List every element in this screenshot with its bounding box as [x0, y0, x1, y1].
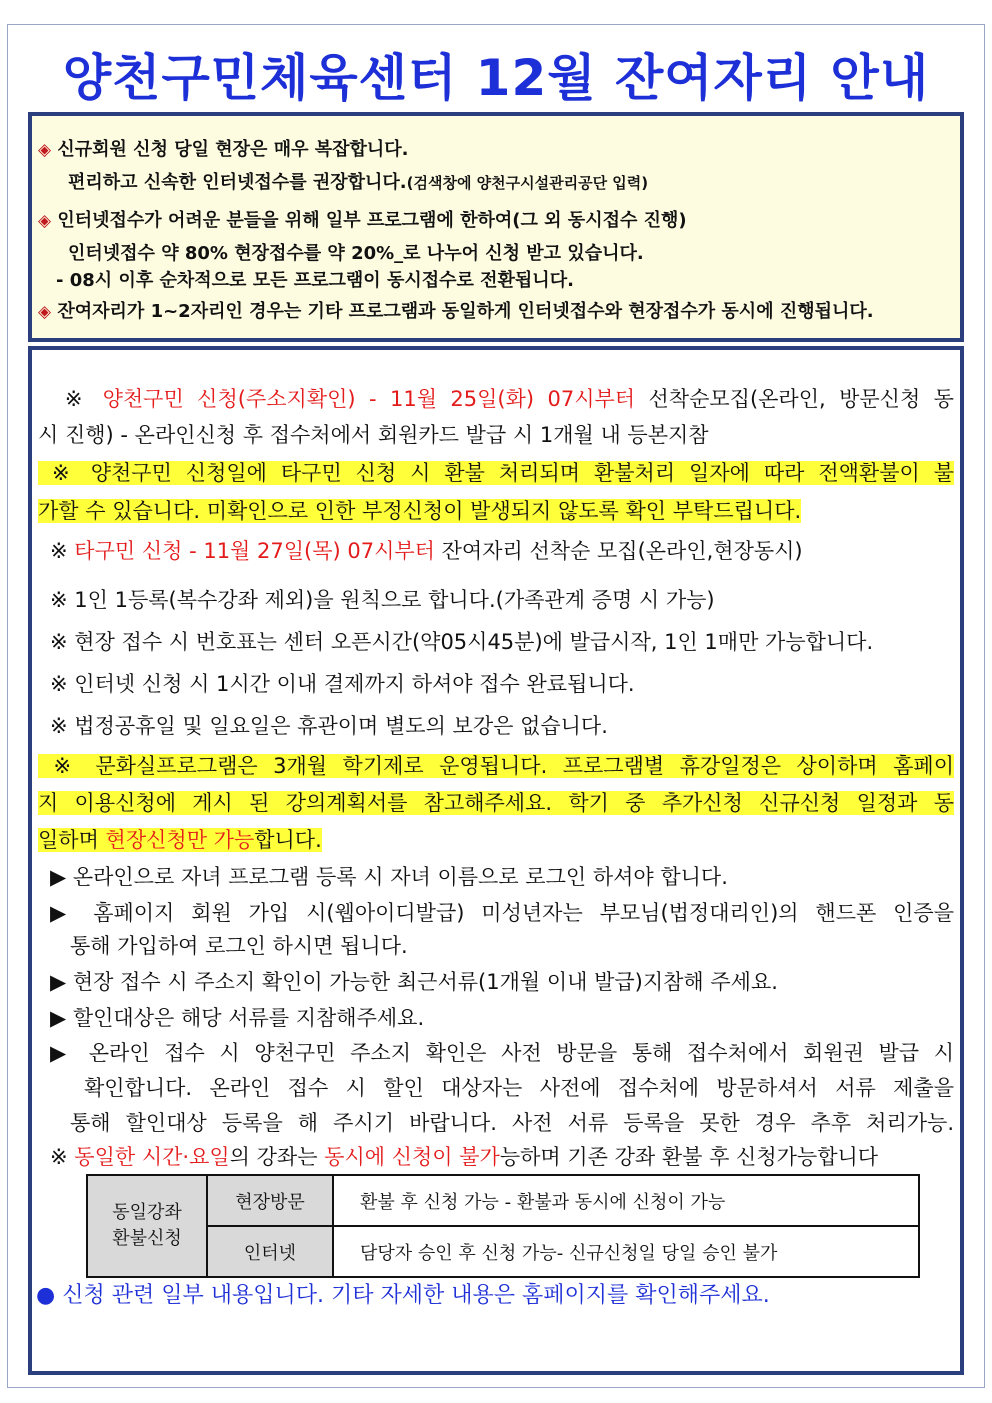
- notice-line-4: 인터넷접수 약 80% 현장접수를 약 20%_로 나누어 신청 받고 있습니다.: [68, 243, 644, 264]
- table-header-cell: 동일강좌 환불신청: [87, 1175, 207, 1277]
- diamond-bullet-icon: ◈: [38, 211, 52, 231]
- ticket-issue-rule: ※ 현장 접수 시 번호표는 센터 오픈시간(약05시45분)에 발급시작, 1인 1매만 가능합니다.: [50, 630, 874, 654]
- arrow-item-address-document: ▶ 현장 접수 시 주소지 확인이 가능한 최근서류(1개월 이내 발급)지참해 주세요.: [50, 970, 778, 994]
- arrow-item-online-verify-cont-2: 통해 할인대상 등록을 해 주시기 바랍니다. 사전 서류 등록을 못한 경우 추후 처리가능.: [70, 1111, 954, 1135]
- arrow-item-online-verify: ▶ 온라인 접수 시 양천구민 주소지 확인은 사전 방문을 통해 접수처에서 회원권 발급 시: [50, 1041, 954, 1065]
- table-row: [87, 1226, 919, 1277]
- refund-warning-line-2: 가할 수 있습니다. 미확인으로 인한 부정신청이 발생되지 않도록 확인 부탁드립니다.: [38, 499, 802, 523]
- table-label-cell: 현장방문: [207, 1175, 333, 1226]
- holiday-rule: ※ 법정공휴일 및 일요일은 휴관이며 별도의 보강은 없습니다.: [50, 714, 608, 738]
- culture-program-line-1: ※ 문화실프로그램은 3개월 학기제로 운영됩니다. 프로그램별 휴강일정은 상이하며 홈페이: [38, 751, 954, 781]
- table-row: [87, 1175, 919, 1226]
- arrow-bullet-icon: ▶: [50, 1041, 75, 1065]
- arrow-bullet-icon: ▶: [50, 901, 77, 925]
- notice-line-1: ◈ 신규회원 신청 당일 현장은 매우 복잡합니다.: [38, 139, 409, 160]
- diamond-bullet-icon: ◈: [38, 140, 52, 160]
- table-desc-cell: 담당자 승인 후 신청 가능- 신규신청일 당일 승인 불가: [333, 1226, 919, 1277]
- notice-line-2: 편리하고 신속한 인터넷접수를 권장합니다.(검색창에 양천구시설관리공단 입력): [68, 172, 649, 193]
- arrow-item-minor-signup: ▶ 홈페이지 회원 가입 시(웹아이디발급) 미성년자는 부모님(법정대리인)의 핸드폰 인증을: [50, 901, 954, 925]
- arrow-item-child-login: ▶ 온라인으로 자녀 프로그램 등록 시 자녀 이름으로 로그인 하셔야 합니다.: [50, 865, 728, 889]
- arrow-item-minor-signup-cont: 통해 가입하여 로그인 하시면 됩니다.: [70, 934, 408, 958]
- notice-box: [28, 112, 964, 342]
- arrow-item-online-verify-cont-1: 확인합니다. 온라인 접수 시 할인 대상자는 사전에 접수처에 방문하셔서 서류 제출을: [84, 1076, 954, 1100]
- arrow-bullet-icon: ▶: [50, 970, 67, 994]
- refund-application-table: [86, 1174, 920, 1278]
- notice-line-5: - 08시 이후 순차적으로 모든 프로그램이 동시접수로 전환됩니다.: [56, 270, 574, 291]
- yangcheon-resident-application: ※ 양천구민 신청(주소지확인) - 11월 25일(화) 07시부터 선착순모집(온라인, 방문신청 동: [64, 387, 954, 411]
- arrow-item-discount-document: ▶ 할인대상은 해당 서류를 지참해주세요.: [50, 1006, 425, 1030]
- arrow-bullet-icon: ▶: [50, 1006, 67, 1030]
- yangcheon-resident-application-cont: 시 진행) - 온라인신청 후 접수처에서 회원카드 발급 시 1개월 내 등본지참: [38, 423, 709, 447]
- notice-line-3: ◈ 인터넷접수가 어려운 분들을 위해 일부 프로그램에 한하여(그 외 동시접수 진행): [38, 210, 687, 231]
- other-district-application: ※ 타구민 신청 - 11월 27일(목) 07시부터 잔여자리 선착순 모집(온라인,현장동시): [50, 539, 803, 563]
- table-desc-cell: 환불 후 신청 가능 - 환불과 동시에 신청이 가능: [333, 1175, 919, 1226]
- table-label-cell: 인터넷: [207, 1226, 333, 1277]
- refund-warning-line-1: ※ 양천구민 신청일에 타구민 신청 시 환불 처리되며 환불처리 일자에 따라 전액환불이 불: [38, 458, 954, 488]
- page-title: 양천구민체육센터 12월 잔여자리 안내: [62, 49, 930, 107]
- footer-note: ● 신청 관련 일부 내용입니다. 기타 자세한 내용은 홈페이지를 확인해주세요.: [36, 1283, 770, 1308]
- notice-line-6: ◈ 잔여자리가 1~2자리인 경우는 기타 프로그램과 동일하게 인터넷접수와 현장접수가 동시에 진행됩니다.: [38, 301, 874, 322]
- one-registration-rule: ※ 1인 1등록(복수강좌 제외)을 원칙으로 합니다.(가족관계 증명 시 가능): [50, 588, 715, 612]
- arrow-bullet-icon: ▶: [50, 865, 67, 889]
- diamond-bullet-icon: ◈: [38, 302, 52, 322]
- payment-deadline-rule: ※ 인터넷 신청 시 1시간 이내 결제까지 하셔야 접수 완료됩니다.: [50, 672, 635, 696]
- same-time-class-rule: ※ 동일한 시간·요일의 강좌는 동시에 신청이 불가능하며 기존 강좌 환불 후 신청가능합니다: [50, 1145, 879, 1169]
- culture-program-line-2: 지 이용신청에 게시 된 강의계획서를 참고해주세요. 학기 중 추가신청 신규신청 일정과 동: [38, 791, 954, 815]
- culture-program-line-3: 일하며 현장신청만 가능합니다.: [38, 828, 322, 852]
- circle-bullet-icon: ●: [36, 1283, 56, 1308]
